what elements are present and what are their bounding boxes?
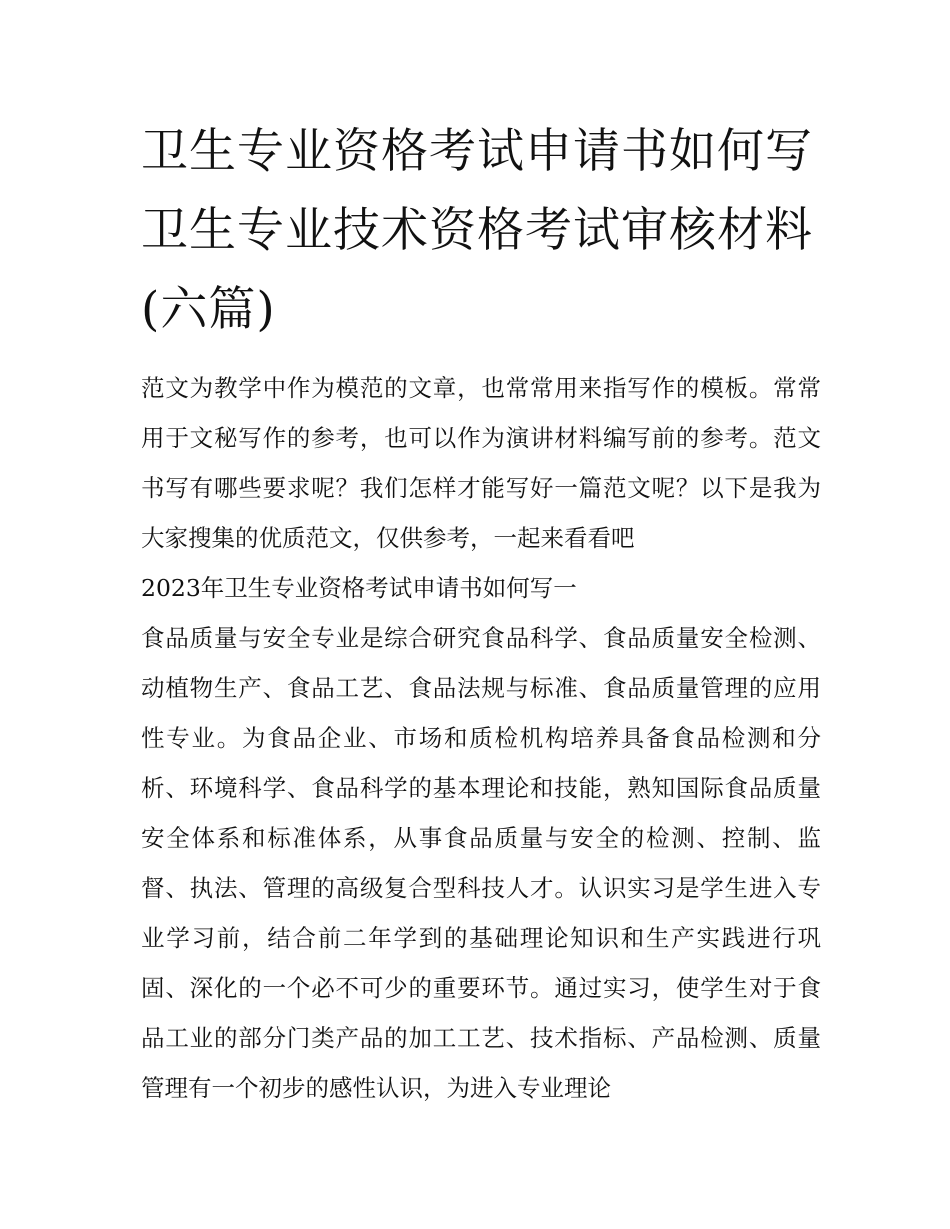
section-heading: 2023年卫生专业资格考试申请书如何写一 (141, 574, 577, 602)
document-title: 卫生专业资格考试申请书如何写 卫生专业技术资格考试审核材料(六篇) (141, 124, 813, 337)
document-content (141, 112, 821, 1113)
body-paragraph: 食品质量与安全专业是综合研究食品科学、食品质量安全检测、动植物生产、食品工艺、食品法规与标准、食品质量管理的应用性专业。为食品企业、市场和质检机构培养具备食品检测和分析、环境科学、食品科学的基本理论和技能，熟知国际食品质量安全体系和标准体系，从事食品质量与安全的检测、控制、监督、执法、管理的高级复合型科技人才。认识实习是学生进入专业学习前，结合前二年学到的基础理论知识和生产实践进行巩固、深化的一个必不可少的重要环节。通过实习，使学生对于食品工业的部分门类产品的加工工艺、技术指标、产品检测、质量管理有一个初步的感性认识，为进入专业理论 (141, 624, 821, 1102)
intro-paragraph: 范文为教学中作为模范的文章，也常常用来指写作的模板。常常用于文秘写作的参考，也可以作为演讲材料编写前的参考。范文书写有哪些要求呢？我们怎样才能写好一篇范文呢？以下是我为大家搜集的优质范文，仅供参考，一起来看看吧 (141, 374, 821, 552)
